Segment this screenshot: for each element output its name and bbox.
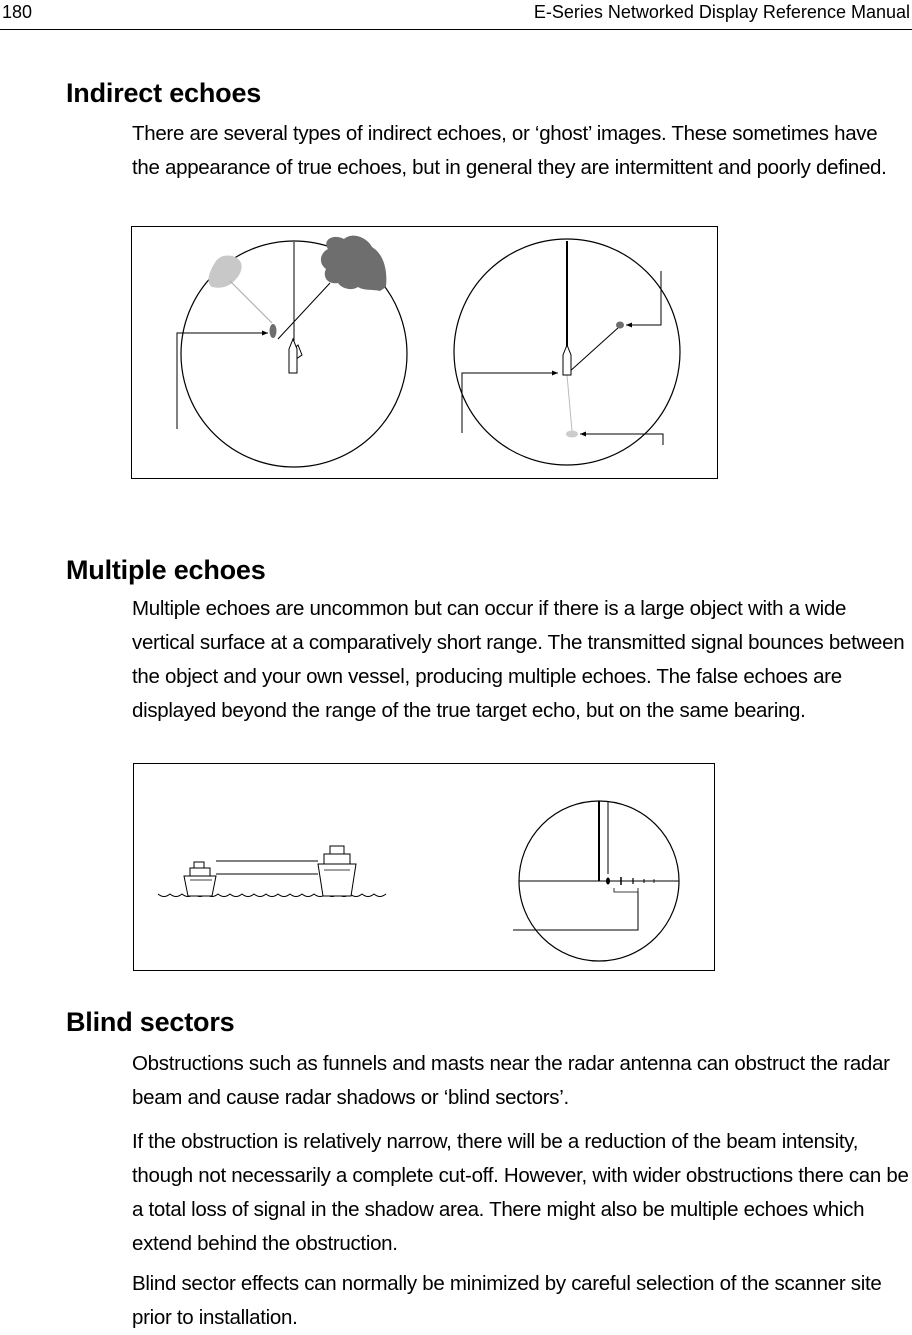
paragraph-indirect-echoes: There are several types of indirect echoes, or ‘ghost’ images. These sometimes have the appearance of true echoes, but in general they are intermittent and poorly defined.: [132, 122, 887, 179]
false-echoes-bracket: [614, 888, 638, 892]
callout-ghost-target: [580, 434, 663, 445]
heading-indirect-echoes: Indirect echoes: [66, 78, 262, 108]
page-number: 180: [2, 2, 33, 22]
callout-true-target-arrow: [626, 323, 632, 328]
ghost-target-echo: [566, 431, 578, 438]
true-target-echo-multiple: [606, 878, 610, 885]
callout-ghost-target-arrow: [580, 432, 586, 437]
target-vessel-side: [318, 846, 356, 896]
true-echo-land: [321, 236, 386, 291]
own-vessel-side: [184, 862, 216, 896]
heading-multiple-echoes: Multiple echoes: [66, 555, 266, 585]
callout-left-arrow: [262, 331, 268, 336]
paragraph-blind-sectors-1: Obstructions such as funnels and masts near the radar antenna can obstruct the radar beam and cause radar shadows or ‘blind sectors’.: [132, 1052, 890, 1109]
figure-multiple-echoes: [133, 763, 715, 971]
true-target-echo: [616, 322, 624, 329]
callout-left: [177, 333, 268, 429]
paragraph-blind-sectors-3: Blind sector effects can normally be minimized by careful selection of the scanner site prior to installation.: [132, 1272, 882, 1329]
figure-indirect-echoes: [131, 226, 718, 479]
true-echo-ray: [278, 283, 330, 339]
header-rule: [0, 29, 912, 30]
running-title: E-Series Networked Display Reference Manual: [533, 2, 910, 22]
multiple-echoes-diagram: [134, 764, 714, 970]
paragraph-multiple-echoes: Multiple echoes are uncommon but can occur if there is a large object with a wide vertical surface at a comparatively short range. The transmitted signal bounces between the object and your own vessel, producing multiple echoes. The false echoes are displayed beyond the range of the true target echo, but on the same bearing.: [132, 597, 905, 722]
callout-own-vessel-arrow: [552, 371, 558, 376]
page-header: [0, 0, 912, 30]
obstruction-echo: [270, 324, 277, 338]
callout-own-vessel: [462, 373, 558, 433]
ghost-target-ray: [567, 375, 572, 431]
own-vessel-right: [563, 345, 571, 375]
heading-blind-sectors: Blind sectors: [66, 1007, 235, 1037]
indirect-echoes-diagram: [132, 227, 717, 478]
callout-true-target: [626, 271, 661, 325]
ghost-echo-land: [209, 256, 242, 288]
own-vessel-left: [289, 339, 297, 373]
true-target-ray: [568, 327, 619, 373]
paragraph-blind-sectors-2: If the obstruction is relatively narrow, there will be a reduction of the beam intensity, though not necessarily a complete cut-off. However, with wider obstructions there can be a total loss of signal in the shadow area. There might also be multiple echoes which extend behind the obstruction.: [132, 1130, 909, 1255]
ghost-echo-ray: [230, 281, 272, 323]
